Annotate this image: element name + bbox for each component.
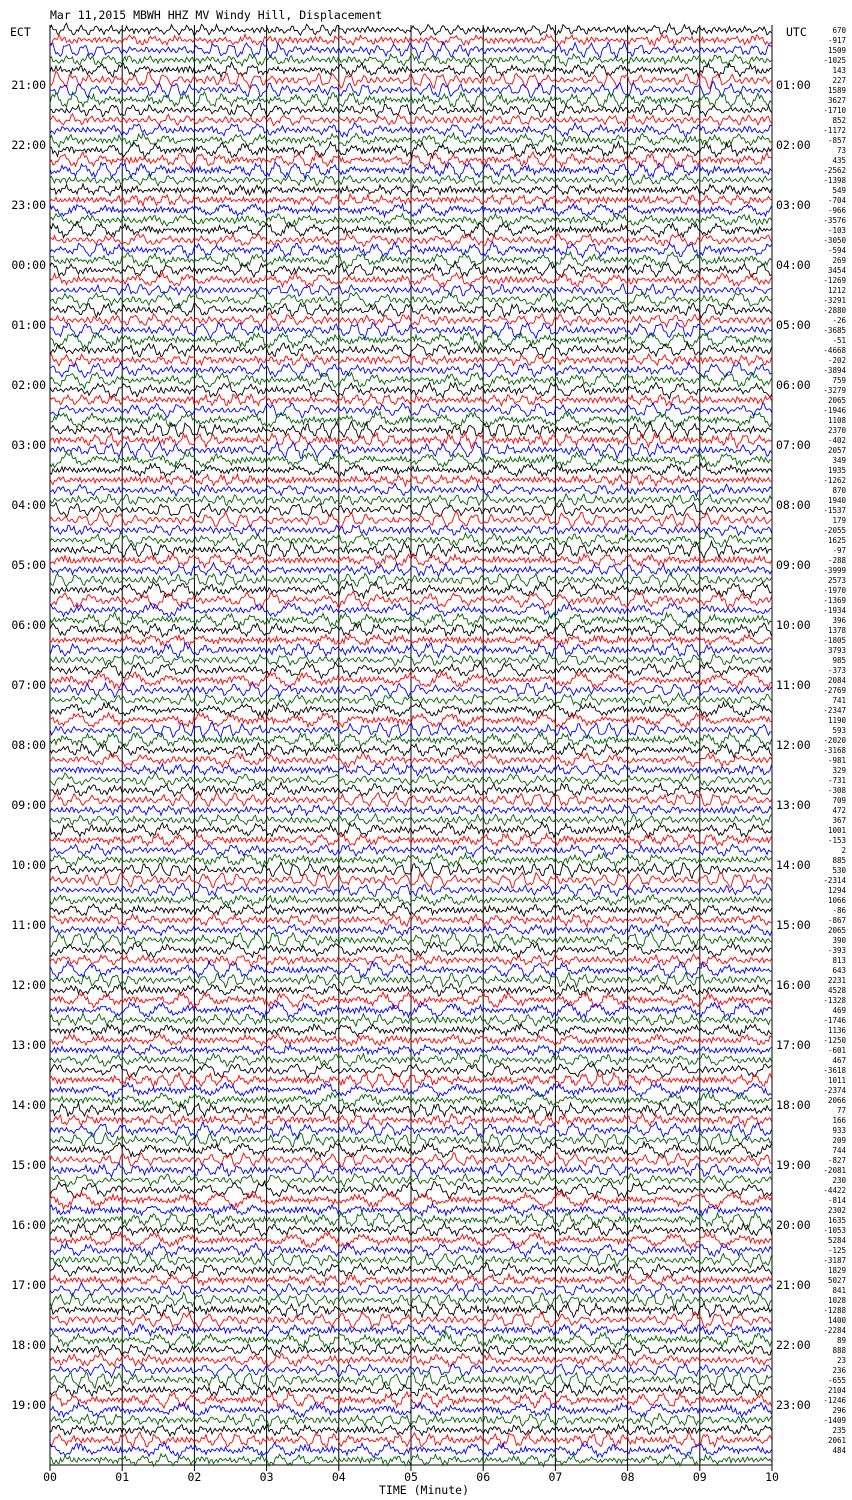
trace-offset-label: 390 xyxy=(832,936,846,945)
trace-offset-label: -827 xyxy=(827,1156,846,1165)
right-hour-label: 09:00 xyxy=(776,558,811,572)
x-axis-title: TIME (Minute) xyxy=(378,1483,470,1497)
trace-offset-label: 870 xyxy=(832,486,846,495)
x-tick-label: 05 xyxy=(404,1470,418,1484)
trace-offset-label: 236 xyxy=(832,1366,846,1375)
trace-offset-label: -4668 xyxy=(823,346,846,355)
trace-offset-labels xyxy=(823,26,846,1455)
x-tick-label: 08 xyxy=(620,1470,635,1484)
x-tick-label: 09 xyxy=(692,1470,707,1484)
trace-offset-label: -3187 xyxy=(823,1256,846,1265)
trace-offset-label: -3168 xyxy=(823,746,846,755)
trace-offset-label: 1294 xyxy=(827,886,846,895)
trace-offset-label: 469 xyxy=(832,1006,846,1015)
x-tick-label: 04 xyxy=(331,1470,346,1484)
right-hour-label: 03:00 xyxy=(776,198,811,212)
trace-offset-label: 1378 xyxy=(827,626,846,635)
trace-offset-label: -2314 xyxy=(823,876,846,885)
x-tick-label: 03 xyxy=(259,1470,274,1484)
left-hour-label: 23:00 xyxy=(11,198,46,212)
right-hour-label: 16:00 xyxy=(776,978,811,992)
trace-offset-label: -1805 xyxy=(823,636,846,645)
left-hour-label: 01:00 xyxy=(11,318,46,332)
right-hour-label: 17:00 xyxy=(776,1038,811,1052)
trace-offset-label: 2 xyxy=(841,846,846,855)
trace-offset-label: 1509 xyxy=(827,46,846,55)
trace-offset-label: -2020 xyxy=(823,736,846,745)
left-hour-label: 03:00 xyxy=(11,438,46,452)
trace-offset-label: -393 xyxy=(827,946,846,955)
trace-offset-label: 985 xyxy=(832,656,846,665)
trace-offset-label: -3279 xyxy=(823,386,846,395)
trace-offset-label: 3627 xyxy=(827,96,846,105)
trace-offset-label: -3894 xyxy=(823,366,846,375)
left-hour-label: 21:00 xyxy=(11,78,46,92)
right-timezone-label: UTC xyxy=(786,25,807,39)
left-hour-label: 22:00 xyxy=(11,138,46,152)
trace-offset-label: -1934 xyxy=(823,606,846,615)
trace-offset-label: 179 xyxy=(832,516,846,525)
trace-offset-label: -373 xyxy=(827,666,846,675)
trace-offset-label: -3291 xyxy=(823,296,846,305)
trace-offset-label: -51 xyxy=(832,336,846,345)
trace-offset-label: -2562 xyxy=(823,166,846,175)
left-hour-label: 14:00 xyxy=(11,1098,46,1112)
trace-offset-label: -1172 xyxy=(823,126,846,135)
left-hour-label: 13:00 xyxy=(11,1038,46,1052)
trace-offset-label: 2231 xyxy=(827,976,846,985)
right-hour-label: 02:00 xyxy=(776,138,811,152)
trace-offset-label: -981 xyxy=(827,756,846,765)
trace-offset-label: 89 xyxy=(836,1336,846,1345)
trace-offset-label: -2284 xyxy=(823,1326,846,1335)
trace-offset-label: 2065 xyxy=(827,926,846,935)
trace-offset-label: 2104 xyxy=(827,1386,846,1395)
trace-offset-label: 2057 xyxy=(827,446,846,455)
trace-offset-label: -1246 xyxy=(823,1396,846,1405)
trace-offset-label: 227 xyxy=(832,76,846,85)
trace-offset-label: 933 xyxy=(832,1126,846,1135)
trace-offset-label: -917 xyxy=(827,36,846,45)
trace-offset-label: 885 xyxy=(832,856,846,865)
right-hour-labels xyxy=(776,78,811,1412)
right-hour-label: 05:00 xyxy=(776,318,811,332)
left-hour-labels xyxy=(11,78,46,1412)
trace-offset-label: 23 xyxy=(836,1356,846,1365)
trace-offset-label: 643 xyxy=(832,966,846,975)
trace-offset-label: 1108 xyxy=(827,416,846,425)
trace-offset-label: 2061 xyxy=(827,1436,846,1445)
chart-title: Mar 11,2015 MBWH HHZ MV Windy Hill, Displacement xyxy=(50,8,383,22)
trace-offset-label: 435 xyxy=(832,156,846,165)
right-hour-label: 06:00 xyxy=(776,378,811,392)
trace-offset-label: 73 xyxy=(836,146,846,155)
trace-offset-label: 5284 xyxy=(827,1236,846,1245)
trace-offset-label: -3685 xyxy=(823,326,846,335)
trace-offset-label: 2370 xyxy=(827,426,846,435)
trace-offset-label: 329 xyxy=(832,766,846,775)
trace-offset-label: -288 xyxy=(827,556,846,565)
trace-offset-label: -4422 xyxy=(823,1186,846,1195)
left-timezone-label: ECT xyxy=(10,25,31,39)
trace-offset-label: -1398 xyxy=(823,176,846,185)
trace-offset-label: 230 xyxy=(832,1176,846,1185)
right-hour-label: 15:00 xyxy=(776,918,811,932)
trace-offset-label: 2066 xyxy=(827,1096,846,1105)
trace-offset-label: 1136 xyxy=(827,1026,846,1035)
trace-offset-label: -1970 xyxy=(823,586,846,595)
right-hour-label: 19:00 xyxy=(776,1158,811,1172)
left-hour-label: 10:00 xyxy=(11,858,46,872)
trace-offset-label: 888 xyxy=(832,1346,846,1355)
trace-offset-label: -704 xyxy=(827,196,846,205)
trace-offset-label: -402 xyxy=(827,436,846,445)
trace-offset-label: 1190 xyxy=(827,716,846,725)
trace-offset-label: 3454 xyxy=(827,266,846,275)
trace-offset-label: 77 xyxy=(836,1106,846,1115)
trace-offset-label: 741 xyxy=(832,696,846,705)
left-hour-label: 00:00 xyxy=(11,258,46,272)
trace-offset-label: -1288 xyxy=(823,1306,846,1315)
trace-offset-label: 4528 xyxy=(827,986,846,995)
left-hour-label: 16:00 xyxy=(11,1218,46,1232)
right-hour-label: 10:00 xyxy=(776,618,811,632)
trace-offset-label: -3050 xyxy=(823,236,846,245)
trace-offset-label: 1635 xyxy=(827,1216,846,1225)
trace-offset-label: 2065 xyxy=(827,396,846,405)
trace-offset-label: 1400 xyxy=(827,1316,846,1325)
trace-offset-label: 396 xyxy=(832,616,846,625)
trace-offset-label: -2769 xyxy=(823,686,846,695)
right-hour-label: 20:00 xyxy=(776,1218,811,1232)
right-hour-label: 21:00 xyxy=(776,1278,811,1292)
trace-offset-label: 3793 xyxy=(827,646,846,655)
trace-offset-label: 5027 xyxy=(827,1276,846,1285)
trace-offset-label: -857 xyxy=(827,136,846,145)
trace-offset-label: 1829 xyxy=(827,1266,846,1275)
trace-offset-label: -867 xyxy=(827,916,846,925)
trace-offset-label: 1935 xyxy=(827,466,846,475)
left-hour-label: 04:00 xyxy=(11,498,46,512)
trace-offset-label: -26 xyxy=(832,316,846,325)
right-hour-label: 14:00 xyxy=(776,858,811,872)
trace-offset-label: -125 xyxy=(827,1246,846,1255)
x-tick-label: 07 xyxy=(548,1470,563,1484)
trace-offset-label: 2573 xyxy=(827,576,846,585)
trace-offset-label: -86 xyxy=(832,906,846,915)
trace-offset-label: 759 xyxy=(832,376,846,385)
trace-offset-label: -1025 xyxy=(823,56,846,65)
trace-offset-label: -3618 xyxy=(823,1066,846,1075)
trace-offset-label: 2302 xyxy=(827,1206,846,1215)
trace-offset-label: -202 xyxy=(827,356,846,365)
trace-offset-label: 709 xyxy=(832,796,846,805)
left-hour-label: 09:00 xyxy=(11,798,46,812)
left-hour-label: 19:00 xyxy=(11,1398,46,1412)
trace-offset-label: 1940 xyxy=(827,496,846,505)
trace-offset-label: -731 xyxy=(827,776,846,785)
trace-offset-label: 1066 xyxy=(827,896,846,905)
trace-offset-label: 296 xyxy=(832,1406,846,1415)
right-hour-label: 18:00 xyxy=(776,1098,811,1112)
trace-offset-label: -1269 xyxy=(823,276,846,285)
trace-offset-label: -1946 xyxy=(823,406,846,415)
trace-offset-label: 841 xyxy=(832,1286,846,1295)
trace-offset-label: 1011 xyxy=(827,1076,846,1085)
trace-offset-label: -601 xyxy=(827,1046,846,1055)
trace-offset-label: 1212 xyxy=(827,286,846,295)
left-hour-label: 17:00 xyxy=(11,1278,46,1292)
trace-offset-label: 670 xyxy=(832,26,846,35)
trace-offset-label: -594 xyxy=(827,246,846,255)
trace-offset-label: -97 xyxy=(832,546,846,555)
left-hour-label: 05:00 xyxy=(11,558,46,572)
left-hour-label: 07:00 xyxy=(11,678,46,692)
x-axis xyxy=(43,1465,779,1484)
right-hour-label: 13:00 xyxy=(776,798,811,812)
trace-offset-label: 1589 xyxy=(827,86,846,95)
trace-offset-label: 530 xyxy=(832,866,846,875)
trace-offset-label: -655 xyxy=(827,1376,846,1385)
trace-offset-label: 1625 xyxy=(827,536,846,545)
trace-offset-label: 367 xyxy=(832,816,846,825)
trace-offset-label: -1328 xyxy=(823,996,846,1005)
right-hour-label: 22:00 xyxy=(776,1338,811,1352)
trace-offset-label: -966 xyxy=(827,206,846,215)
x-tick-label: 00 xyxy=(43,1470,57,1484)
trace-offset-label: -2055 xyxy=(823,526,846,535)
left-hour-label: 08:00 xyxy=(11,738,46,752)
trace-offset-label: -103 xyxy=(827,226,846,235)
left-hour-label: 12:00 xyxy=(11,978,46,992)
trace-offset-label: 813 xyxy=(832,956,846,965)
right-hour-label: 11:00 xyxy=(776,678,811,692)
trace-offset-label: -3576 xyxy=(823,216,846,225)
x-tick-label: 10 xyxy=(765,1470,779,1484)
trace-offset-label: -153 xyxy=(827,836,846,845)
trace-offset-label: -1537 xyxy=(823,506,846,515)
right-hour-label: 04:00 xyxy=(776,258,811,272)
trace-offset-label: 2084 xyxy=(827,676,846,685)
trace-offset-label: -1369 xyxy=(823,596,846,605)
trace-offset-label: 1028 xyxy=(827,1296,846,1305)
left-hour-label: 18:00 xyxy=(11,1338,46,1352)
trace-offset-label: 593 xyxy=(832,726,846,735)
trace-offset-label: 484 xyxy=(832,1446,846,1455)
trace-offset-label: 349 xyxy=(832,456,846,465)
x-tick-label: 01 xyxy=(115,1470,130,1484)
left-hour-label: 06:00 xyxy=(11,618,46,632)
trace-offset-label: -2374 xyxy=(823,1086,846,1095)
right-hour-label: 12:00 xyxy=(776,738,811,752)
trace-offset-label: 143 xyxy=(832,66,846,75)
trace-offset-label: -2347 xyxy=(823,706,846,715)
right-hour-label: 01:00 xyxy=(776,78,811,92)
trace-offset-label: 209 xyxy=(832,1136,846,1145)
trace-offset-label: -308 xyxy=(827,786,846,795)
trace-offset-label: 269 xyxy=(832,256,846,265)
trace-offset-label: -2081 xyxy=(823,1166,846,1175)
left-hour-label: 11:00 xyxy=(11,918,46,932)
x-tick-label: 06 xyxy=(476,1470,491,1484)
trace-offset-label: -1409 xyxy=(823,1416,846,1425)
trace-offset-label: 472 xyxy=(832,806,846,815)
trace-offset-label: -1710 xyxy=(823,106,846,115)
trace-offset-label: 549 xyxy=(832,186,846,195)
trace-offset-label: 166 xyxy=(832,1116,846,1125)
trace-offset-label: 1001 xyxy=(827,826,846,835)
trace-offset-label: -814 xyxy=(827,1196,846,1205)
right-hour-label: 23:00 xyxy=(776,1398,811,1412)
left-hour-label: 02:00 xyxy=(11,378,46,392)
trace-offset-label: -1746 xyxy=(823,1016,846,1025)
trace-offset-label: -1262 xyxy=(823,476,846,485)
trace-offset-label: 744 xyxy=(832,1146,846,1155)
trace-offset-label: -3999 xyxy=(823,566,846,575)
trace-offset-label: -1250 xyxy=(823,1036,846,1045)
x-tick-label: 02 xyxy=(187,1470,202,1484)
trace-offset-label: -1053 xyxy=(823,1226,846,1235)
trace-offset-label: -2880 xyxy=(823,306,846,315)
trace-offset-label: 852 xyxy=(832,116,846,125)
right-hour-label: 07:00 xyxy=(776,438,811,452)
trace-offset-label: 235 xyxy=(832,1426,846,1435)
right-hour-label: 08:00 xyxy=(776,498,811,512)
left-hour-label: 15:00 xyxy=(11,1158,46,1172)
trace-offset-label: 467 xyxy=(832,1056,846,1065)
